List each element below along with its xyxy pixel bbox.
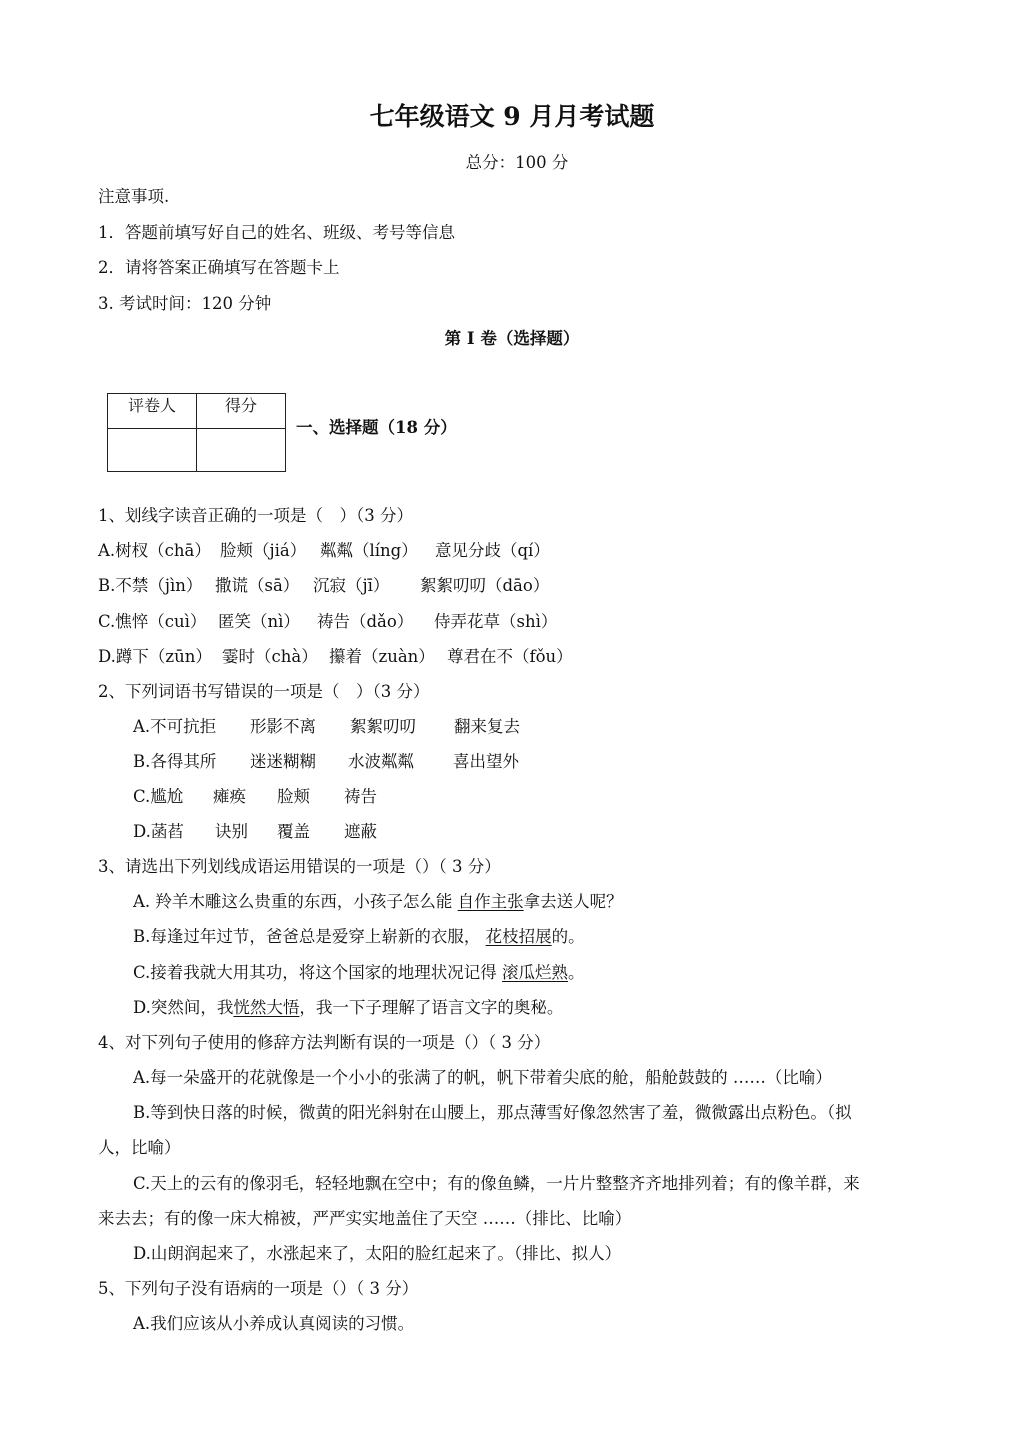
score-cell[interactable]	[197, 429, 286, 472]
q1-c-2: 匿笑（nì）	[218, 612, 300, 631]
q2-option-a	[133, 716, 520, 738]
q3-option-b	[133, 926, 585, 948]
q1-option-d	[98, 646, 573, 668]
score-header: 得分	[197, 394, 286, 429]
q2-option-b	[133, 751, 519, 773]
q4-option-b-line1: B.等到快日落的时候，微黄的阳光斜射在山腰上，那点薄雪好像忽然害了羞，微微露出点粉色。（拟	[133, 1103, 852, 1122]
grader-header: 评卷人	[108, 394, 197, 429]
q3-a-underlined: 自作主张	[457, 892, 524, 911]
q2-d-3: 覆盖	[277, 822, 310, 841]
q1-b-3: 沉寂（jī）	[313, 576, 390, 595]
q2-d-1: D.菡萏	[133, 822, 184, 841]
q1-a-3: 粼粼（líng）	[320, 541, 418, 560]
q2-option-c	[133, 786, 377, 808]
q3-option-a	[133, 891, 623, 913]
section-label: 第 I 卷（选择题）	[444, 329, 580, 348]
q1-d-4: 尊君在不（fǒu）	[447, 647, 573, 666]
q2-d-4: 遮蔽	[344, 822, 377, 841]
q1-a-4: 意见分歧（qí）	[435, 541, 550, 560]
total-score: 总分：100 分	[465, 153, 569, 172]
q1-option-b	[98, 575, 549, 597]
q4-option-a: A.每一朵盛开的花就像是一个小小的张满了的帆，帆下带着尖底的舱，船舱鼓鼓的 ……（比喻）	[133, 1068, 832, 1087]
q1-d-2: 霎时（chà）	[222, 647, 318, 666]
notice-heading: 注意事项.	[98, 187, 170, 206]
q3-c-underlined: 滚瓜烂熟	[502, 963, 569, 982]
q2-b-4: 喜出望外	[453, 752, 519, 771]
q3-d-text-end: ，我一下子理解了语言文字的奥秘。	[299, 998, 564, 1017]
q3-d-text: D.突然间，我	[133, 998, 234, 1017]
q3-c-text-end: 。	[568, 963, 585, 982]
q3-option-d	[133, 997, 563, 1019]
q1-d-3: 攥着（zuàn）	[329, 647, 435, 666]
q4-option-d: D.山朗润起来了，水涨起来了，太阳的脸红起来了。（排比、拟人）	[133, 1244, 622, 1263]
q4-option-b-line2: 人，比喻）	[98, 1138, 181, 1157]
q1-option-c	[98, 611, 557, 633]
q3-b-text: B.每逢过年过节，爸爸总是爱穿上崭新的衣服，	[133, 927, 486, 946]
grader-cell[interactable]	[108, 429, 197, 472]
q3-option-c	[133, 962, 585, 984]
q1-a-1: A.树杈（chā）	[98, 541, 211, 560]
q1-d-1: D.蹲下（zūn）	[98, 647, 212, 666]
q4-option-c-line1: C.天上的云有的像羽毛，轻轻地飘在空中；有的像鱼鳞，一片片整整齐齐地排列着；有的像羊群，来	[133, 1174, 860, 1193]
q2-a-3: 絮絮叨叨	[350, 717, 416, 736]
q2-b-3: 水波粼粼	[348, 752, 414, 771]
q1-b-2: 撒谎（sā）	[215, 576, 300, 595]
q3-d-underlined: 恍然大悟	[233, 998, 300, 1017]
q4-option-c-line2: 来去去；有的像一床大棉被，严严实实地盖住了天空 ……（排比、比喻）	[98, 1209, 632, 1228]
q2-d-2: 诀别	[215, 822, 248, 841]
q1-c-3: 祷告（dǎo）	[317, 612, 414, 631]
q2-option-d	[133, 821, 377, 843]
q2-c-4: 祷告	[344, 787, 377, 806]
q2-b-1: B.各得其所	[133, 752, 217, 771]
q3-stem: 3、请选出下列划线成语运用错误的一项是（）（ 3 分）	[98, 857, 501, 876]
q3-a-text-end: 拿去送人呢？	[523, 892, 623, 911]
q1-c-4: 侍弄花草（shì）	[434, 612, 558, 631]
q2-b-2: 迷迷糊糊	[250, 752, 316, 771]
q3-c-text: C.接着我就大用其功，将这个国家的地理状况记得	[133, 963, 503, 982]
q2-a-2: 形影不离	[250, 717, 316, 736]
q3-a-text: A. 羚羊木雕这么贵重的东西，小孩子怎么能	[133, 892, 458, 911]
q1-b-1: B.不禁（jìn）	[98, 576, 203, 595]
notice-item-3: 3. 考试时间：120 分钟	[98, 294, 272, 313]
q1-option-a	[98, 540, 550, 562]
q5-stem: 5、下列句子没有语病的一项是（）（ 3 分）	[98, 1279, 419, 1298]
q2-c-2: 瘫痪	[213, 787, 246, 806]
q1-stem: 1、划线字读音正确的一项是（ ）（3 分）	[98, 506, 413, 525]
q2-stem: 2、下列词语书写错误的一项是（ ）（3 分）	[98, 682, 430, 701]
q2-a-4: 翻来复去	[454, 717, 520, 736]
q5-option-a: A.我们应该从小养成认真阅读的习惯。	[133, 1314, 415, 1333]
q1-c-1: C.憔悴（cuì）	[98, 612, 207, 631]
exam-title: 七年级语文 9 月月考试题	[369, 102, 655, 131]
q4-stem: 4、对下列句子使用的修辞方法判断有误的一项是（）（ 3 分）	[98, 1033, 551, 1052]
q2-c-3: 脸颊	[277, 787, 310, 806]
part-one-title: 一、选择题（18 分）	[296, 418, 457, 437]
notice-item-1: 1．答题前填写好自己的姓名、班级、考号等信息	[98, 223, 455, 242]
q2-a-1: A.不可抗拒	[133, 717, 217, 736]
score-table	[107, 393, 286, 472]
q1-a-2: 脸颊（jiá）	[220, 541, 307, 560]
notice-item-2: 2．请将答案正确填写在答题卡上	[98, 258, 340, 277]
q3-b-text-end: 的。	[551, 927, 585, 946]
q1-b-4: 絮絮叨叨（dāo）	[420, 576, 550, 595]
q2-c-1: C.尴尬	[133, 787, 184, 806]
q3-b-underlined: 花枝招展	[485, 927, 552, 946]
